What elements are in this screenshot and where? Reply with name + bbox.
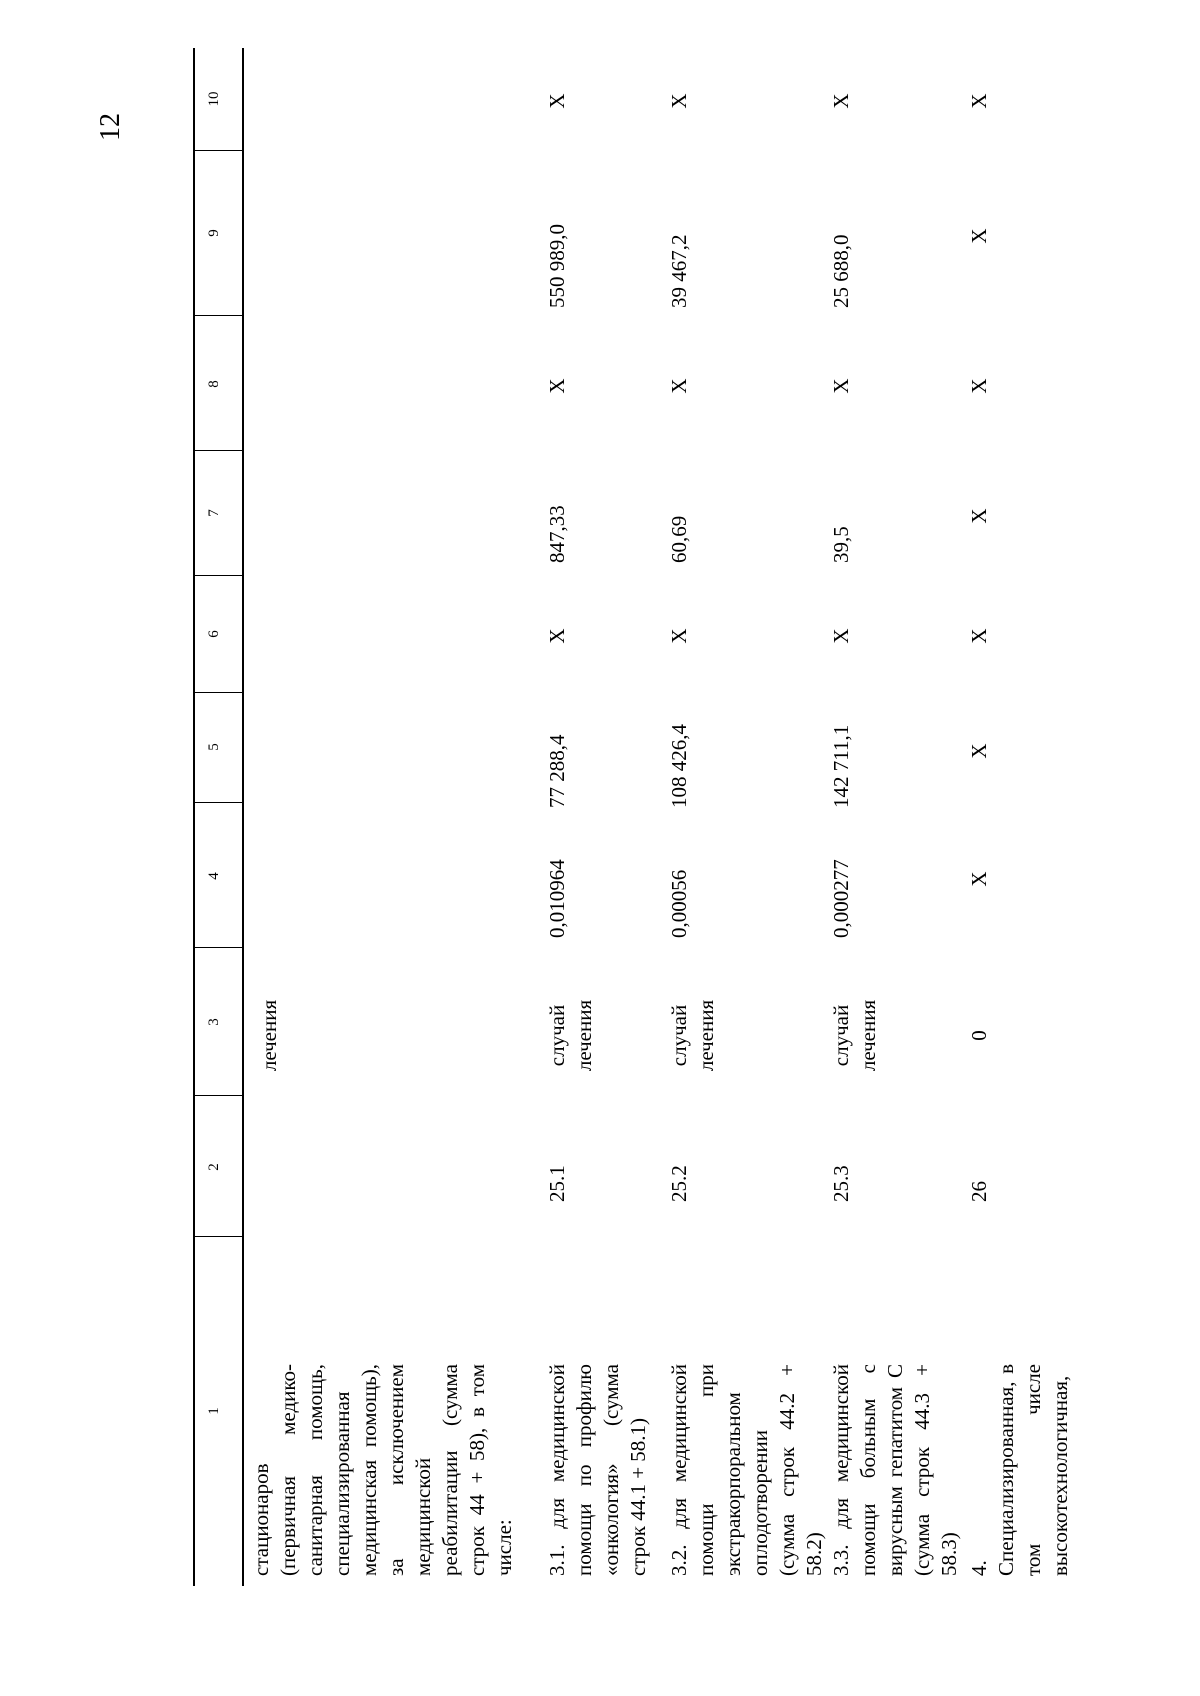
- row4-col10: X: [967, 93, 991, 109]
- row4-col5: X: [967, 743, 991, 759]
- row1-col2: 25.1: [545, 1165, 569, 1202]
- col-sep: [193, 1236, 243, 1237]
- row1-col9: 550 989,0: [545, 224, 569, 308]
- col-sep: [193, 1095, 243, 1096]
- row1-col4: 0,010964: [545, 859, 569, 938]
- row3-col1: 3.3. для медицинской помощи больным с вирусным гепатитом С (сумма строк 44.3 + 58.3): [829, 1364, 961, 1576]
- row3-col9: 25 688,0: [829, 234, 853, 308]
- row4-col1: 4. Специализированная, в том числе высокотехнологичная,: [967, 1364, 1072, 1576]
- row3-col8: X: [829, 378, 853, 394]
- header-bottom-rule: [242, 48, 244, 1586]
- row0-col3: лечения: [257, 999, 281, 1072]
- col-sep: [193, 450, 243, 451]
- row3-col4: 0,000277: [829, 859, 853, 938]
- row2-col5: 108 426,4: [667, 724, 691, 808]
- col-sep: [193, 947, 243, 948]
- row4-col7: X: [967, 508, 991, 524]
- col-sep: [193, 575, 243, 576]
- page-number: 12: [95, 113, 126, 141]
- row2-col6: X: [667, 628, 691, 644]
- row4-col8: X: [967, 378, 991, 394]
- row3-col10: X: [829, 93, 853, 109]
- row1-col7: 847,33: [545, 505, 569, 563]
- col-header-6: 6: [206, 630, 222, 638]
- col-header-8: 8: [206, 380, 222, 388]
- row1-col3: случай лечения: [545, 999, 596, 1072]
- col-header-4: 4: [206, 872, 222, 880]
- row3-col5: 142 711,1: [829, 724, 853, 808]
- row4-col2: 26: [967, 1181, 991, 1202]
- row3-col2: 25.3: [829, 1165, 853, 1202]
- row2-col1: 3.2. для медицинской помощи при экстракорпоральном оплодотворении (сумма строк 44.2 + 58.2): [667, 1364, 826, 1576]
- row4-col3: 0: [967, 1030, 991, 1041]
- row1-col8: X: [545, 378, 569, 394]
- row2-col10: X: [667, 93, 691, 109]
- col-sep: [193, 150, 243, 151]
- row1-col5: 77 288,4: [545, 734, 569, 808]
- table-top-rule: [193, 48, 195, 1586]
- row2-col7: 60,69: [667, 515, 691, 563]
- col-header-9: 9: [206, 229, 222, 237]
- row1-col6: X: [545, 628, 569, 644]
- row2-col2: 25.2: [667, 1165, 691, 1202]
- row4-col4: X: [967, 871, 991, 887]
- col-header-2: 2: [206, 1163, 222, 1171]
- col-sep: [193, 692, 243, 693]
- row3-col7: 39,5: [829, 526, 853, 563]
- col-header-5: 5: [206, 743, 222, 751]
- row3-col3: случай лечения: [829, 999, 880, 1072]
- row2-col3: случай лечения: [667, 999, 718, 1072]
- row0-col1: стационаров (первичная медико-санитарная помощь, специализированная медицинская помощь), за исключением медицинской реабилитации (сумма строк 44 + 58), в том числе:: [249, 1364, 516, 1576]
- col-header-1: 1: [206, 1407, 222, 1415]
- col-header-7: 7: [206, 509, 222, 517]
- col-header-3: 3: [206, 1018, 222, 1026]
- row1-col1: 3.1. для медицинской помощи по профилю «онкология» (сумма строк 44.1 + 58.1): [545, 1364, 650, 1576]
- row1-col10: X: [545, 93, 569, 109]
- col-sep: [193, 315, 243, 316]
- row4-col9: X: [967, 228, 991, 244]
- row2-col9: 39 467,2: [667, 234, 691, 308]
- row4-col6: X: [967, 628, 991, 644]
- col-header-10: 10: [206, 91, 222, 107]
- row2-col4: 0,00056: [667, 869, 691, 938]
- row2-col8: X: [667, 378, 691, 394]
- col-sep: [193, 802, 243, 803]
- row3-col6: X: [829, 628, 853, 644]
